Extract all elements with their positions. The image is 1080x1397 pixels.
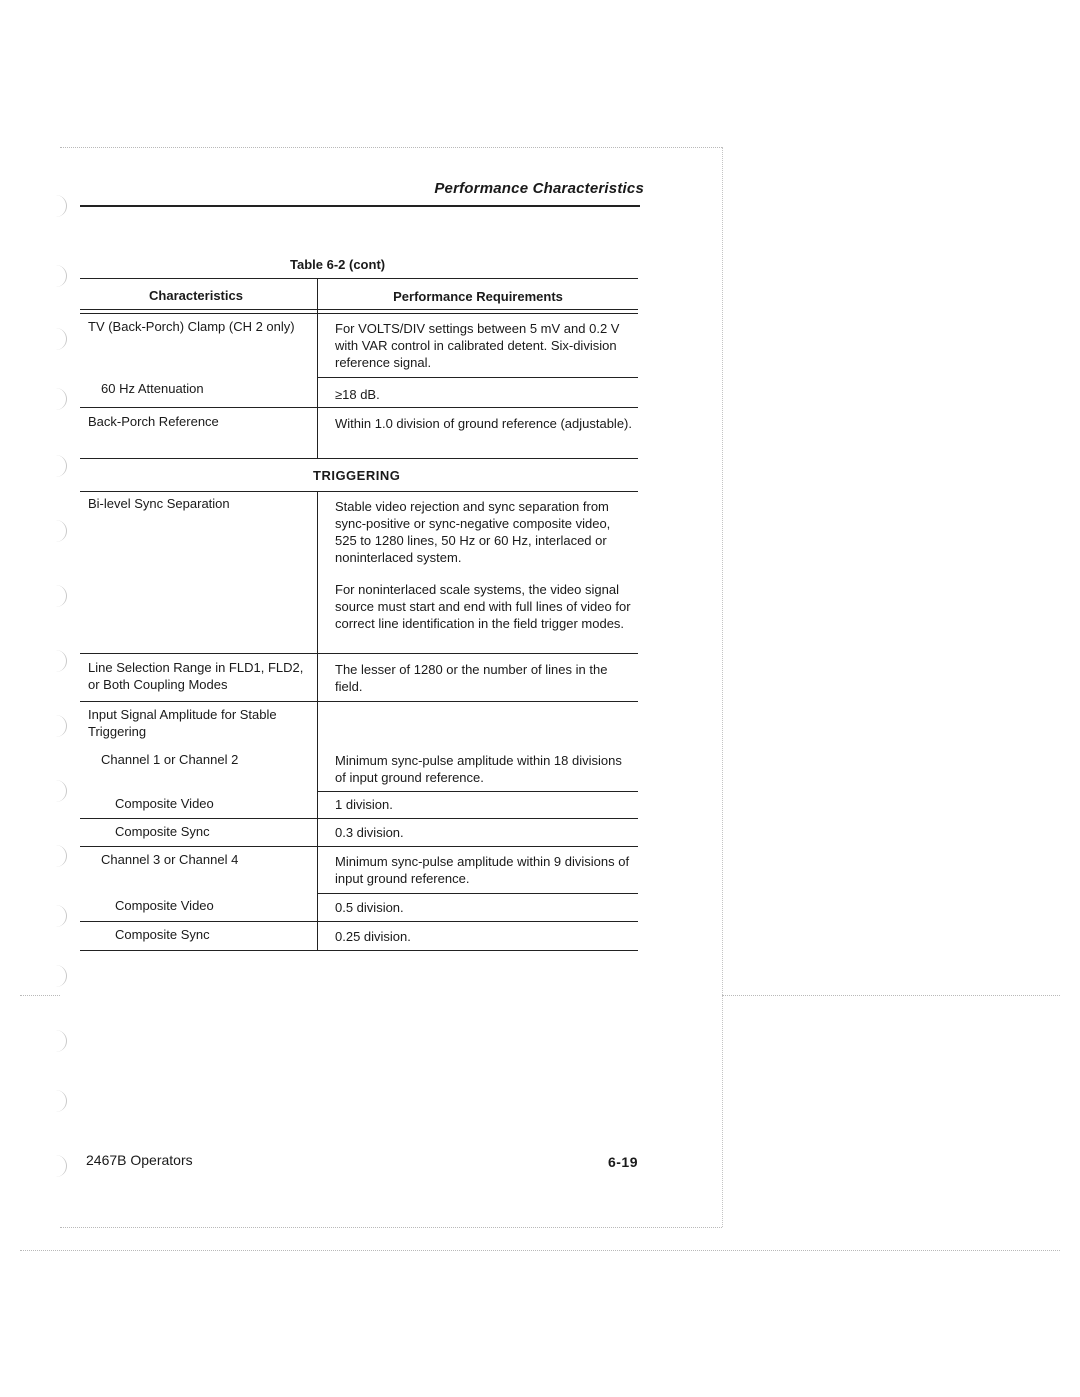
- row-rule-5: [80, 701, 638, 702]
- header-rule-2: [80, 313, 638, 314]
- column-divider-top: [317, 278, 318, 458]
- section-rule: [80, 491, 638, 492]
- scan-edge-top: [60, 147, 722, 148]
- footer-page-number: 6-19: [607, 1154, 638, 1170]
- binder-ring-3: [52, 328, 67, 350]
- binder-ring-7: [52, 585, 67, 607]
- row-bilevel-note: For noninterlaced scale systems, the video signal source must start and end with full lines of video for correct line identification in the field trigger modes.: [335, 582, 631, 631]
- row-ch34-composite-video-value: 0.5 division.: [335, 900, 404, 915]
- row-rule-8: [80, 818, 638, 819]
- scan-edge-bottom-outer: [20, 1250, 1060, 1251]
- row-ch34-composite-video-label: Composite Video: [115, 898, 214, 913]
- row-60hz-value: ≥18 dB.: [335, 387, 380, 402]
- row-60hz-label: 60 Hz Attenuation: [101, 381, 204, 396]
- row-ch1-ch2-value: Minimum sync-pulse amplitude within 18 divisions of input ground reference.: [335, 753, 622, 785]
- binder-ring-2: [52, 265, 67, 287]
- column-header-characteristics: Characteristics: [149, 288, 243, 303]
- binder-ring-6: [52, 520, 67, 542]
- table-top-rule: [80, 278, 638, 279]
- row-back-porch-label: Back-Porch Reference: [88, 414, 219, 429]
- row-back-porch-value: Within 1.0 division of ground reference (adjustable).: [335, 416, 632, 431]
- row-ch12-composite-sync-label: Composite Sync: [115, 824, 210, 839]
- header-rule-1: [80, 309, 638, 310]
- row-ch3-ch4-label: Channel 3 or Channel 4: [101, 852, 239, 867]
- binder-ring-8: [52, 650, 67, 672]
- row-rule-11: [80, 921, 638, 922]
- row-line-selection-value: The lesser of 1280 or the number of lines in the field.: [335, 662, 608, 694]
- binder-ring-10: [52, 780, 67, 802]
- page-header-title: Performance Characteristics: [434, 180, 644, 197]
- row-bilevel-value: Stable video rejection and sync separation from sync-positive or sync-negative composite video, 525 to 1280 lines, 50 Hz or 60 Hz, interlaced or noninterlaced system.: [335, 499, 611, 565]
- row-rule-1: [80, 407, 638, 408]
- column-header-performance-requirements: Performance Requirements: [393, 289, 563, 304]
- row-tv-clamp-label: TV (Back-Porch) Clamp (CH 2 only): [88, 319, 295, 334]
- binder-ring-15: [52, 1090, 67, 1112]
- scan-edge-bottom: [60, 1227, 722, 1228]
- binder-ring-5: [52, 455, 67, 477]
- header-rule: [80, 205, 640, 207]
- row-input-signal-label: Input Signal Amplitude for Stable Triggering: [88, 707, 277, 739]
- binder-ring-9: [52, 715, 67, 737]
- row-tv-clamp-value: For VOLTS/DIV settings between 5 mV and 0.2 V with VAR control in calibrated detent. Six-division reference signal.: [335, 321, 620, 370]
- row-line-selection-label: Line Selection Range in FLD1, FLD2, or Both Coupling Modes: [88, 660, 304, 692]
- section-triggering: TRIGGERING: [313, 468, 401, 483]
- binder-ring-11: [52, 845, 67, 867]
- row-rule-10: [317, 893, 638, 894]
- scan-edge-mid-right: [722, 995, 1060, 996]
- column-divider-bottom: [317, 491, 318, 951]
- table-caption: Table 6-2 (cont): [290, 257, 386, 272]
- row-ch12-composite-video-value: 1 division.: [335, 797, 393, 812]
- row-rule-2: [80, 458, 638, 459]
- row-ch34-composite-sync-label: Composite Sync: [115, 927, 210, 942]
- table-bottom-rule: [80, 950, 638, 951]
- scan-edge-right: [722, 147, 723, 1227]
- row-ch3-ch4-value: Minimum sync-pulse amplitude within 9 divisions of input ground reference.: [335, 854, 630, 886]
- row-ch12-composite-video-label: Composite Video: [115, 796, 214, 811]
- row-ch12-composite-sync-value: 0.3 division.: [335, 825, 404, 840]
- row-rule-4: [80, 653, 638, 654]
- row-bilevel-label: Bi-level Sync Separation: [88, 496, 230, 511]
- row-ch1-ch2-label: Channel 1 or Channel 2: [101, 752, 239, 767]
- binder-ring-12: [52, 905, 67, 927]
- row-rule-9: [80, 846, 638, 847]
- row-ch34-composite-sync-value: 0.25 division.: [335, 929, 411, 944]
- footer-manual-name: 2467B Operators: [86, 1152, 193, 1168]
- row-rule-7: [317, 791, 638, 792]
- binder-ring-1: [52, 195, 67, 217]
- binder-ring-4: [52, 388, 67, 410]
- binder-ring-14: [52, 1030, 67, 1052]
- scan-edge-left-fragment: [20, 995, 60, 996]
- row-rule-0: [317, 377, 638, 378]
- binder-ring-13: [52, 965, 67, 987]
- binder-ring-16: [52, 1155, 67, 1177]
